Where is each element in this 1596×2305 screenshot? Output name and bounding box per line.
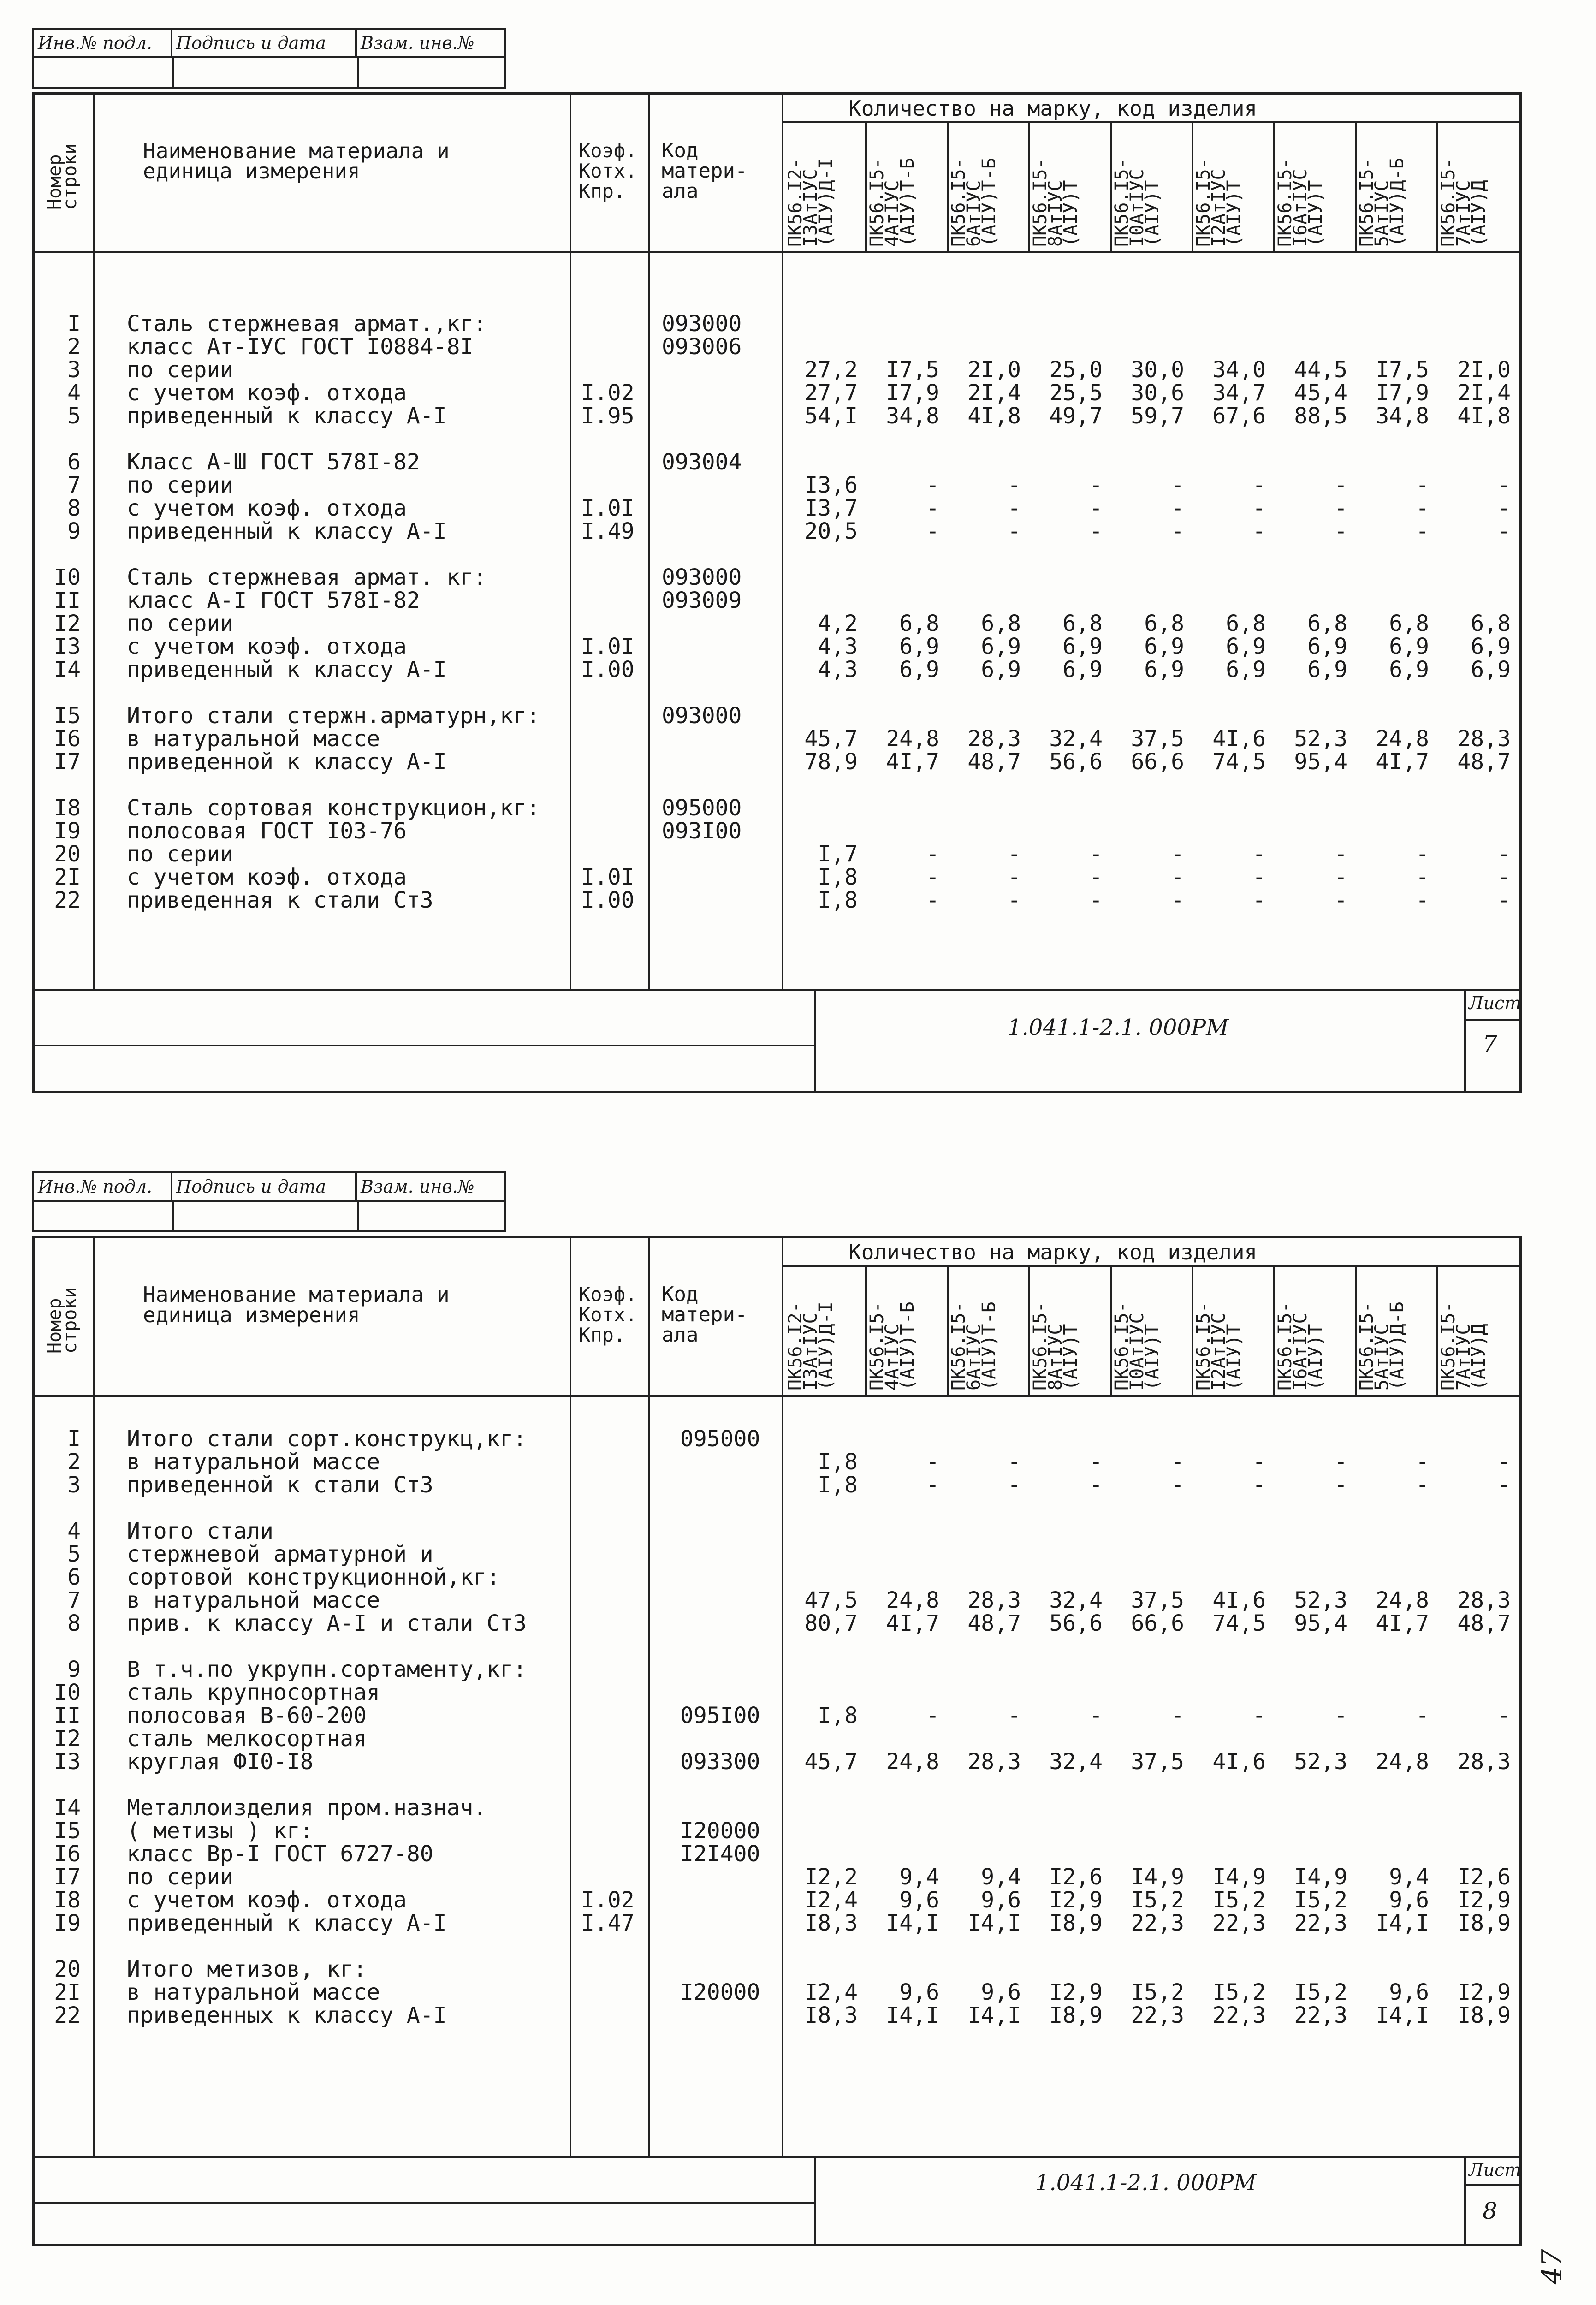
quantity-cell: 27,7 <box>804 380 858 406</box>
quantity-cell: - <box>926 495 939 521</box>
quantity-cell: 34,0 <box>1212 357 1266 383</box>
quantity-cell: - <box>1089 1703 1103 1729</box>
document-code: 1.041.1-2.1. 000РМ <box>1008 1015 1229 1040</box>
quantity-cell: 6,8 <box>981 611 1021 636</box>
margin-mark: 47 <box>1536 2249 1569 2285</box>
quantity-cell: 44,5 <box>1294 357 1347 383</box>
quantity-cell: I5,2 <box>1131 1979 1184 2005</box>
quantity-cell: 45,7 <box>804 1749 858 1775</box>
quantity-cell: - <box>1252 864 1266 890</box>
quantity-cell: 56,6 <box>1049 1610 1103 1636</box>
quantity-cell: 22,3 <box>1294 2002 1347 2028</box>
stamp-vzam-label: Взам. инв.№ <box>361 1176 475 1197</box>
quantity-cell: 6,8 <box>1226 611 1266 636</box>
page-number: 8 <box>1483 2198 1497 2224</box>
quantity-cell: - <box>1171 1449 1184 1475</box>
quantity-cell: 4I,7 <box>886 1610 939 1636</box>
quantity-cell: - <box>1334 518 1347 544</box>
quantity-cell: 27,2 <box>804 357 858 383</box>
quantity-cell: 6,8 <box>1062 611 1103 636</box>
quantity-cell: - <box>1089 1449 1103 1475</box>
quantity-cell: 37,5 <box>1131 1749 1184 1775</box>
quantity-cell: I7,5 <box>1376 357 1429 383</box>
column-header-4: ПК56.I5- 8АтIУС (АIУ)Т <box>1030 158 1081 247</box>
quantity-cell: - <box>1497 864 1511 890</box>
column-header-5: ПК56.I5- I0АтIУС (АIУ)Т <box>1111 1301 1163 1390</box>
quantity-cell: I2,9 <box>1457 1979 1511 2005</box>
quantity-cell: 32,4 <box>1049 1587 1103 1613</box>
column-header-7: ПК56.I5- I6АтIУС (АIУ)Т <box>1275 1301 1326 1390</box>
quantity-cell: I2,2 <box>804 1864 858 1890</box>
quantity-cell: 25,5 <box>1049 380 1103 406</box>
quantity-cell: 6,9 <box>1144 634 1184 659</box>
quantity-cell: I3,6 <box>804 472 858 498</box>
quantity-cell: - <box>1252 472 1266 498</box>
quantity-cell: I2,4 <box>804 1887 858 1913</box>
quantity-cell: 22,3 <box>1212 2002 1266 2028</box>
quantity-cell: - <box>1171 518 1184 544</box>
quantity-cell: - <box>1008 1449 1021 1475</box>
page-number: 7 <box>1483 1031 1497 1057</box>
quantity-cell: - <box>1089 887 1103 913</box>
column-header-3: ПК56.I5- 6АтIУС (АIУ)Т-Б <box>948 1301 1000 1390</box>
header-quantity: Количество на марку, код изделия <box>848 96 1258 121</box>
quantity-cell: I,8 <box>818 864 858 890</box>
stamp-sign-label: Подпись и дата <box>172 1173 357 1200</box>
quantity-cell: I4,I <box>1376 2002 1429 2028</box>
quantity-cell: I3,7 <box>804 495 858 521</box>
quantity-cell: - <box>1008 518 1021 544</box>
quantity-cell: - <box>1008 495 1021 521</box>
quantity-cell: I2,9 <box>1457 1887 1511 1913</box>
quantity-cell: - <box>1089 495 1103 521</box>
quantity-cell: 6,8 <box>1471 611 1511 636</box>
quantity-cell: 22,3 <box>1131 2002 1184 2028</box>
quantity-cell: 25,0 <box>1049 357 1103 383</box>
approval-stamp <box>32 28 506 89</box>
quantity-cell: 28,3 <box>967 726 1021 752</box>
quantity-cell: 45,4 <box>1294 380 1347 406</box>
quantity-cell: 22,3 <box>1212 1910 1266 1936</box>
quantity-cell: 66,6 <box>1131 749 1184 775</box>
quantity-cell: 2I,4 <box>967 380 1021 406</box>
material-table <box>32 1236 1522 2246</box>
header-row-num: Номер строки <box>44 1287 81 1354</box>
quantity-cell: 4,3 <box>818 634 858 659</box>
row-numbers: I 2 3 4 5 6 7 8 9 I0 II I2 I3 I4 I5 I6 I7 I8 I9 20 2I 22 <box>54 1426 81 2028</box>
quantity-cell: - <box>1089 1472 1103 1498</box>
quantity-cell: 24,8 <box>886 1749 939 1775</box>
quantity-cell: 6,9 <box>1062 634 1103 659</box>
quantity-cell: I5,2 <box>1294 1979 1347 2005</box>
quantity-cell: I4,9 <box>1212 1864 1266 1890</box>
sheet-7 <box>32 28 1522 1098</box>
quantity-cell: 45,7 <box>804 726 858 752</box>
quantity-cell: 52,3 <box>1294 726 1347 752</box>
quantity-cell: 30,6 <box>1131 380 1184 406</box>
quantity-cell: 52,3 <box>1294 1749 1347 1775</box>
quantity-cell: - <box>926 472 939 498</box>
quantity-cell: 4I,7 <box>886 749 939 775</box>
quantity-cell: I,8 <box>818 1472 858 1498</box>
column-header-6: ПК56.I5- I2АтIУС (АIУ)Т <box>1193 1301 1245 1390</box>
quantity-cell: 47,5 <box>804 1587 858 1613</box>
stamp-sign-label: Подпись и дата <box>172 30 357 56</box>
quantity-cell: 9,6 <box>1389 1887 1429 1913</box>
quantity-cell: 34,7 <box>1212 380 1266 406</box>
quantity-cell: - <box>1089 472 1103 498</box>
quantity-cell: I4,9 <box>1294 1864 1347 1890</box>
quantity-cell: 6,9 <box>1226 657 1266 683</box>
quantity-cell: - <box>1171 495 1184 521</box>
column-header-8: ПК56.I5- 5АтIУС (АIУ)Д-Б <box>1356 158 1408 247</box>
quantity-cell: 48,7 <box>967 1610 1021 1636</box>
quantity-cell: - <box>1171 1472 1184 1498</box>
quantity-cell: 9,4 <box>981 1864 1021 1890</box>
header-name: Наименование материала и единица измерения <box>143 138 450 184</box>
quantity-cell: - <box>926 1449 939 1475</box>
quantity-cell: 6,9 <box>1389 657 1429 683</box>
quantity-cell: - <box>1334 472 1347 498</box>
column-header-8: ПК56.I5- 5АтIУС (АIУ)Д-Б <box>1356 1301 1408 1390</box>
quantity-cell: 67,6 <box>1212 403 1266 429</box>
list-label: Лист <box>1469 993 1521 1013</box>
quantity-cell: - <box>1008 864 1021 890</box>
quantity-cell: 9,6 <box>899 1887 939 1913</box>
quantity-cell: - <box>1497 1449 1511 1475</box>
coefficients: I.02 I.95 I.0I I.49 I.0I I.00 I.0I I.00 <box>581 380 635 913</box>
quantity-cell: I5,2 <box>1212 1887 1266 1913</box>
header-row-num: Номер строки <box>44 143 81 210</box>
header-coef: Коэф. Котх. Кпр. <box>579 1283 637 1346</box>
quantity-cell: 22,3 <box>1294 1910 1347 1936</box>
quantity-cell: - <box>1171 864 1184 890</box>
material-codes: 093000 093006 093004 093000 093009 093000 095000 093I00 <box>662 311 742 844</box>
quantity-cell: 4I,6 <box>1212 726 1266 752</box>
quantity-cell: 32,4 <box>1049 1749 1103 1775</box>
quantity-cell: 66,6 <box>1131 1610 1184 1636</box>
quantity-cell: - <box>1334 887 1347 913</box>
quantity-cell: - <box>1416 864 1429 890</box>
quantity-cell: - <box>1416 841 1429 867</box>
header-name: Наименование материала и единица измерения <box>143 1282 450 1327</box>
quantity-cell: - <box>1416 887 1429 913</box>
quantity-cell: - <box>1008 841 1021 867</box>
quantity-cell: 28,3 <box>1457 726 1511 752</box>
quantity-cell: - <box>1334 1472 1347 1498</box>
quantity-cell: 6,9 <box>1144 657 1184 683</box>
column-header-9: ПК56.I5- 7АтIУС (АIУ)Д <box>1438 158 1489 247</box>
quantity-cell: 2I,0 <box>967 357 1021 383</box>
quantity-cell: - <box>1334 841 1347 867</box>
quantity-cell: - <box>1171 841 1184 867</box>
quantity-cell: 24,8 <box>886 726 939 752</box>
quantity-cell: 49,7 <box>1049 403 1103 429</box>
quantity-cell: - <box>1497 841 1511 867</box>
quantity-cell: 2I,4 <box>1457 380 1511 406</box>
quantity-cell: I5,2 <box>1131 1887 1184 1913</box>
quantity-cell: 6,9 <box>899 634 939 659</box>
quantity-cell: 4I,8 <box>1457 403 1511 429</box>
quantity-cell: 9,4 <box>1389 1864 1429 1890</box>
quantity-cell: I8,9 <box>1049 1910 1103 1936</box>
column-header-4: ПК56.I5- 8АтIУС (АIУ)Т <box>1030 1301 1081 1390</box>
quantity-cell: 6,8 <box>1144 611 1184 636</box>
quantity-cell: - <box>1252 495 1266 521</box>
quantity-cell: 6,8 <box>1307 611 1347 636</box>
quantity-cell: 9,6 <box>899 1979 939 2005</box>
quantity-cell: 9,6 <box>1389 1979 1429 2005</box>
row-numbers: I 2 3 4 5 6 7 8 9 I0 II I2 I3 I4 I5 I6 I7 I8 I9 20 2I 22 <box>54 311 81 913</box>
material-names: Сталь стержневая армат.,кг: класс Ат-IУС ГОСТ I0884-8I по серии с учетом коэф. отхода приведенный к классу А-I Класс А-Ш ГОСТ 578I-82 по серии с учетом коэф. отхода приведенный к классу А-I Сталь стержневая армат. кг: класс А-I ГОСТ 578I-82 по серии с учетом коэф. отхода приведенный к классу А-I Итого стали стержн.арматурн,кг: в натуральной массе приведенной к классу А-I Сталь сортовая конструкцион,кг: полосовая ГОСТ I03-76 по серии с учетом коэф. отхода приведенная к стали Ст3 <box>127 311 540 913</box>
quantity-cell: - <box>1416 1472 1429 1498</box>
quantity-cell: 28,3 <box>1457 1749 1511 1775</box>
quantity-cell: - <box>1252 1703 1266 1729</box>
quantity-cell: - <box>1334 864 1347 890</box>
quantity-cell: 80,7 <box>804 1610 858 1636</box>
quantity-cell: 30,0 <box>1131 357 1184 383</box>
quantity-cell: 74,5 <box>1212 749 1266 775</box>
quantity-cell: 4,2 <box>818 611 858 636</box>
quantity-cell: 48,7 <box>967 749 1021 775</box>
quantity-cell: I4,9 <box>1131 1864 1184 1890</box>
quantity-cell: - <box>926 1703 939 1729</box>
quantity-cell: - <box>1252 518 1266 544</box>
column-header-3: ПК56.I5- 6АтIУС (АIУ)Т-Б <box>948 158 1000 247</box>
quantity-cell: - <box>1008 1703 1021 1729</box>
quantity-cell: - <box>1171 472 1184 498</box>
quantity-cell: 32,4 <box>1049 726 1103 752</box>
quantity-cell: - <box>1089 864 1103 890</box>
quantity-cell: 6,9 <box>1389 634 1429 659</box>
quantity-cell: 9,6 <box>981 1887 1021 1913</box>
quantity-cell: 4I,7 <box>1376 749 1429 775</box>
quantity-cell: - <box>1089 841 1103 867</box>
quantity-cell: I7,9 <box>1376 380 1429 406</box>
quantity-cell: 24,8 <box>886 1587 939 1613</box>
quantity-cell: - <box>1252 1472 1266 1498</box>
column-header-1: ПК56.I2- I3АтIУС (АIУ)Д-I <box>785 1301 837 1390</box>
quantity-cell: - <box>1008 472 1021 498</box>
column-header-2: ПК56.I5- 4АтIУС (АIУ)Т-Б <box>866 158 918 247</box>
quantity-cell: I4,I <box>1376 1910 1429 1936</box>
column-header-7: ПК56.I5- I6АтIУС (АIУ)Т <box>1275 158 1326 247</box>
quantity-cell: 9,6 <box>981 1979 1021 2005</box>
quantity-cell: 48,7 <box>1457 749 1511 775</box>
quantity-cell: I2,6 <box>1457 1864 1511 1890</box>
quantity-cell: 24,8 <box>1376 1587 1429 1613</box>
quantity-cell: I8,3 <box>804 1910 858 1936</box>
quantity-cell: 4,3 <box>818 657 858 683</box>
column-header-5: ПК56.I5- I0АтIУС (АIУ)Т <box>1111 158 1163 247</box>
quantity-cell: - <box>1416 495 1429 521</box>
quantity-cell: 28,3 <box>1457 1587 1511 1613</box>
quantity-cell: - <box>1497 518 1511 544</box>
quantity-cell: 6,8 <box>899 611 939 636</box>
header-code: Код матери- ала <box>662 139 748 203</box>
quantity-cell: I8,3 <box>804 2002 858 2028</box>
quantity-cell: 24,8 <box>1376 1749 1429 1775</box>
quantity-cell: I8,9 <box>1457 2002 1511 2028</box>
quantity-cell: - <box>1252 887 1266 913</box>
quantity-cell: I5,2 <box>1212 1979 1266 2005</box>
material-codes: 095000 095I00 093300 I20000 I2I400 I20000 <box>680 1426 760 2005</box>
quantity-cell: - <box>1171 887 1184 913</box>
quantity-cell: 37,5 <box>1131 1587 1184 1613</box>
quantity-cell: 34,8 <box>1376 403 1429 429</box>
quantity-cell: - <box>926 841 939 867</box>
column-header-6: ПК56.I5- I2АтIУС (АIУ)Т <box>1193 158 1245 247</box>
quantity-cell: 2I,0 <box>1457 357 1511 383</box>
quantity-cell: I4,I <box>886 2002 939 2028</box>
quantity-cell: I4,I <box>967 1910 1021 1936</box>
quantity-cell: 20,5 <box>804 518 858 544</box>
quantity-cell: 95,4 <box>1294 1610 1347 1636</box>
quantity-cell: 54,I <box>804 403 858 429</box>
stamp-inv-label: Инв.№ подл. <box>34 30 172 56</box>
quantity-cell: 6,9 <box>1307 634 1347 659</box>
quantity-cell: I,7 <box>818 841 858 867</box>
quantity-cell: - <box>1008 1472 1021 1498</box>
stamp-inv-label: Инв.№ подл. <box>34 1173 172 1200</box>
coefficients: I.02 I.47 <box>581 1887 635 1936</box>
quantity-cell: 78,9 <box>804 749 858 775</box>
quantity-cell: 88,5 <box>1294 403 1347 429</box>
quantity-cell: I,8 <box>818 1703 858 1729</box>
material-table <box>32 92 1522 1093</box>
quantity-cell: 6,9 <box>981 634 1021 659</box>
column-header-2: ПК56.I5- 4АтIУС (АIУ)Т-Б <box>866 1301 918 1390</box>
quantity-cell: I2,9 <box>1049 1979 1103 2005</box>
document-code: 1.041.1-2.1. 000РМ <box>1035 2170 1257 2196</box>
quantity-cell: - <box>1334 495 1347 521</box>
quantity-cell: - <box>1497 1472 1511 1498</box>
quantity-cell: 4I,6 <box>1212 1749 1266 1775</box>
quantity-cell: 4I,6 <box>1212 1587 1266 1613</box>
quantity-cell: - <box>1171 1703 1184 1729</box>
quantity-cell: 37,5 <box>1131 726 1184 752</box>
quantity-cell: 6,9 <box>1062 657 1103 683</box>
quantity-cell: 4I,7 <box>1376 1610 1429 1636</box>
quantity-cell: I8,9 <box>1457 1910 1511 1936</box>
quantity-cell: I2,4 <box>804 1979 858 2005</box>
quantity-cell: 56,6 <box>1049 749 1103 775</box>
quantity-cell: 48,7 <box>1457 1610 1511 1636</box>
quantity-cell: 6,8 <box>1389 611 1429 636</box>
quantity-cell: 24,8 <box>1376 726 1429 752</box>
quantity-cell: - <box>1089 518 1103 544</box>
quantity-cell: I4,I <box>967 2002 1021 2028</box>
quantity-cell: - <box>1497 495 1511 521</box>
quantity-cell: - <box>1497 472 1511 498</box>
header-coef: Коэф. Котх. Кпр. <box>579 139 637 202</box>
quantity-cell: I4,I <box>886 1910 939 1936</box>
header-code: Код матери- ала <box>662 1283 748 1347</box>
quantity-cell: - <box>1497 887 1511 913</box>
material-names: Итого стали сорт.конструкц,кг: в натуральной массе приведенной к стали Ст3 Итого стали стержневой арматурной и сортовой конструкционной,кг: в натуральной массе прив. к классу А-I и стали Ст3 В т.ч.по укрупн.сортаменту,кг: сталь крупносортная полосовая В-60-200 сталь мелкосортная круглая ФI0-I8 Металлоизделия пром.назнач. ( метизы ) кг: класс Вр-I ГОСТ 6727-80 по серии с учетом коэф. отхода приведенный к классу А-I Итого метизов, кг: в натуральной массе приведенных к классу А-I <box>127 1426 527 2028</box>
quantity-cell: - <box>1252 1449 1266 1475</box>
quantity-cell: - <box>1416 1703 1429 1729</box>
quantity-cell: - <box>926 864 939 890</box>
quantity-cell: 9,4 <box>899 1864 939 1890</box>
quantity-cell: I2,6 <box>1049 1864 1103 1890</box>
list-label: Лист <box>1469 2160 1521 2180</box>
column-header-9: ПК56.I5- 7АтIУС (АIУ)Д <box>1438 1301 1489 1390</box>
quantity-cell: 6,9 <box>1471 634 1511 659</box>
quantity-cell: 95,4 <box>1294 749 1347 775</box>
quantity-cell: 34,8 <box>886 403 939 429</box>
quantity-cell: - <box>1416 1449 1429 1475</box>
approval-stamp <box>32 1171 506 1232</box>
quantity-cell: 4I,8 <box>967 403 1021 429</box>
quantity-cell: - <box>1416 472 1429 498</box>
column-header-1: ПК56.I2- I3АтIУС (АIУ)Д-I <box>785 158 837 247</box>
quantity-cell: I7,9 <box>886 380 939 406</box>
quantity-cell: 6,9 <box>899 657 939 683</box>
quantity-cell: 28,3 <box>967 1749 1021 1775</box>
quantity-cell: 59,7 <box>1131 403 1184 429</box>
quantity-cell: - <box>926 518 939 544</box>
quantity-cell: I,8 <box>818 887 858 913</box>
quantity-cell: 6,9 <box>1307 657 1347 683</box>
quantity-cell: I5,2 <box>1294 1887 1347 1913</box>
quantity-cell: 74,5 <box>1212 1610 1266 1636</box>
sheet-8 <box>32 1171 1522 2251</box>
quantity-cell: - <box>1497 1703 1511 1729</box>
quantity-cell: I8,9 <box>1049 2002 1103 2028</box>
quantity-cell: - <box>926 1472 939 1498</box>
quantity-cell: - <box>1008 887 1021 913</box>
quantity-cell: 22,3 <box>1131 1910 1184 1936</box>
quantity-cell: - <box>926 887 939 913</box>
quantity-cell: 6,9 <box>1226 634 1266 659</box>
quantity-cell: I7,5 <box>886 357 939 383</box>
quantity-cell: - <box>1334 1703 1347 1729</box>
quantity-cell: I2,9 <box>1049 1887 1103 1913</box>
quantity-cell: 6,9 <box>1471 657 1511 683</box>
quantity-cell: 28,3 <box>967 1587 1021 1613</box>
stamp-vzam-label: Взам. инв.№ <box>361 33 475 53</box>
quantity-cell: I,8 <box>818 1449 858 1475</box>
quantity-cell: 52,3 <box>1294 1587 1347 1613</box>
header-quantity: Количество на марку, код изделия <box>848 1240 1258 1265</box>
quantity-cell: - <box>1334 1449 1347 1475</box>
quantity-cell: 6,9 <box>981 657 1021 683</box>
quantity-cell: - <box>1416 518 1429 544</box>
quantity-cell: - <box>1252 841 1266 867</box>
